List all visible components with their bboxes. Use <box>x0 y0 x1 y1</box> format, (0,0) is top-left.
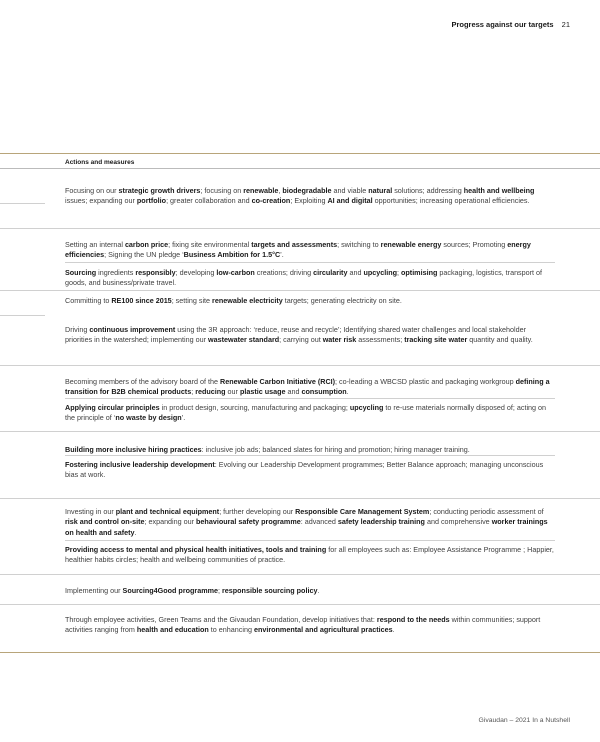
bottom-rule <box>0 652 600 653</box>
row-separator <box>0 228 600 229</box>
row-separator <box>0 498 600 499</box>
row-separator <box>65 262 555 263</box>
row-separator <box>0 574 600 575</box>
row-separator <box>0 203 45 204</box>
action-row: Sourcing ingredients responsibly; developing low-carbon creations; driving circularity and upcycling; optimising packaging, logistics, transport of goods, and business/private travel. <box>65 268 543 288</box>
action-row: Through employee activities, Green Teams and the Givaudan Foundation, develop initiatives that: respond to the needs within communities; support activities ranging from health and education to enhancing environmental and agricultural practices. <box>65 615 541 635</box>
label-rule <box>0 168 600 169</box>
action-row: Implementing our Sourcing4Good programme; responsible sourcing policy. <box>65 586 320 595</box>
action-row: Driving continuous improvement using the 3R approach: ‘reduce, reuse and recycle’; Identifying shared water challenges and local stakeholder priorities in the watershed; implementing our wastewater standard; carrying out water risk assessments; tracking site water quantity and quality. <box>65 325 533 345</box>
footer: Givaudan – 2021 In a Nutshell <box>478 717 570 724</box>
action-row: Investing in our plant and technical equipment; further developing our Responsible Care Management System; conducting periodic assessment of risk and control on-site; expanding our behavioural safety programme: advanced safety leadership training and comprehensive worker trainings on health and safety. <box>65 507 548 537</box>
action-row: Setting an internal carbon price; fixing site environmental targets and assessments; switching to renewable energy sources; Promoting energy efficiencies; Signing the UN pledge ‘Business Ambition for 1.5°C’. <box>65 240 531 260</box>
row-separator <box>0 290 600 291</box>
action-row: Focusing on our strategic growth drivers; focusing on renewable, biodegradable and viable natural solutions; addressing health and wellbeing issues; expanding our portfolio; greater collaboration and co-creation; Exploiting AI and digital opportunities; increasing operational efficiencies. <box>65 186 535 206</box>
action-row: Committing to RE100 since 2015; setting site renewable electricity targets; generating electricity on site. <box>65 296 402 305</box>
running-header <box>451 20 570 29</box>
row-separator <box>0 604 600 605</box>
action-row: Building more inclusive hiring practices: inclusive job ads; balanced slates for hiring and promotion; hiring manager training. <box>65 445 470 454</box>
action-row: Fostering inclusive leadership development: Evolving our Leadership Development programmes; Better Balance approach; managing unconscious bias at work. <box>65 460 544 480</box>
row-separator <box>0 315 45 316</box>
row-separator <box>0 431 600 432</box>
header-title: Progress against our targets <box>451 20 554 29</box>
row-separator <box>0 365 600 366</box>
action-row: Applying circular principles in product design, sourcing, manufacturing and packaging; upcycling to re-use materials normally disposed of; acting on the principle of ‘no waste by design’. <box>65 403 547 423</box>
action-row: Becoming members of the advisory board of the Renewable Carbon Initiative (RCI); co-leading a WBCSD plastic and packaging workgroup defining a transition for B2B chemical products; reducing our plastic usage and consumption. <box>65 377 550 397</box>
top-rule <box>0 153 600 154</box>
action-row: Providing access to mental and physical health initiatives, tools and training for all employees such as: Employee Assistance Programme ; Happier, healthier habits circles; health and wellbeing communities of practice. <box>65 545 554 565</box>
row-separator <box>65 540 555 541</box>
section-label: Actions and measures <box>65 159 135 166</box>
row-separator <box>65 398 555 399</box>
page-number: 21 <box>561 20 570 29</box>
